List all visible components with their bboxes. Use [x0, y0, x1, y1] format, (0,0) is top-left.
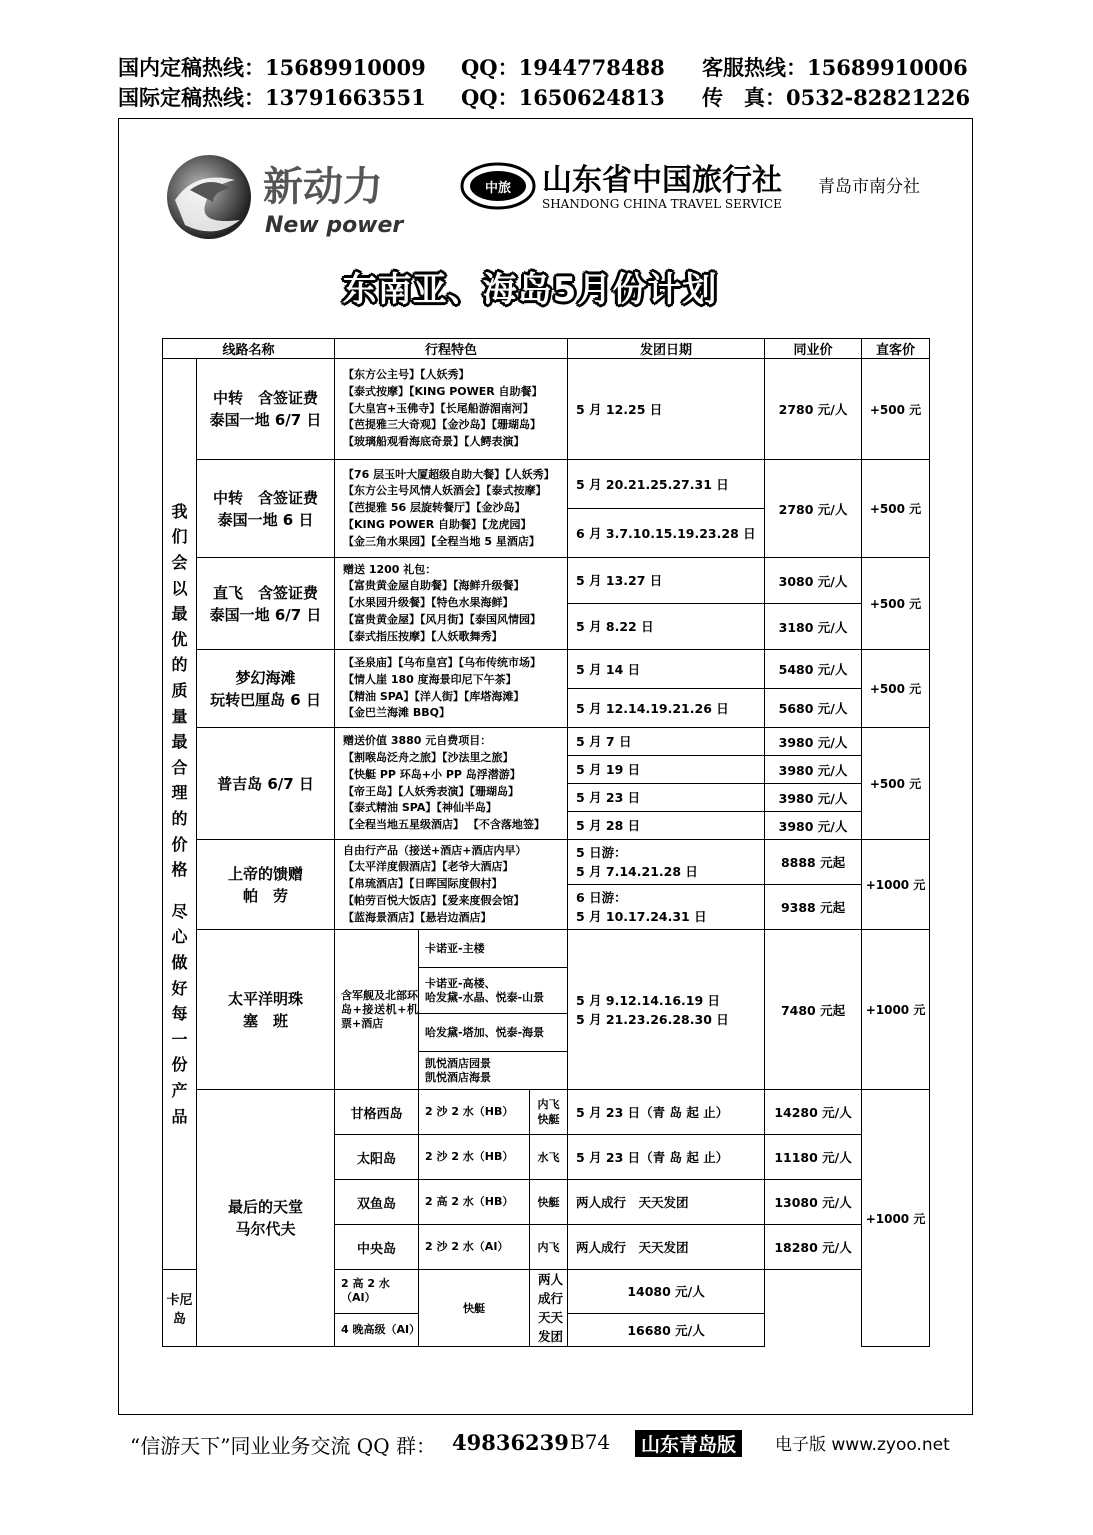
agency-en: SHANDONG CHINA TRAVEL SERVICE: [542, 197, 782, 211]
trade-price: 14280 元/人: [765, 1090, 862, 1135]
route-date: 5 月 28 日: [568, 812, 765, 840]
route-name: 太平洋明珠 塞 班: [197, 930, 335, 1090]
route-name: 直飞 含签证费 泰国一地 6/7 日: [197, 558, 335, 650]
island-name: 甘格西岛: [335, 1090, 419, 1135]
qq-1: QQ：1944778488: [461, 55, 665, 80]
service-hotline: 客服热线：15689910006: [702, 55, 968, 80]
route-date: 5 日游： 5 月 7.14.21.28 日: [568, 840, 765, 885]
trade-price: 5680 元/人: [765, 689, 862, 728]
header-direct-price: 直客价: [862, 339, 930, 359]
route-name: 普吉岛 6/7 日: [197, 728, 335, 840]
header-features: 行程特色: [335, 339, 568, 359]
route-date: 两人成行 天天发团: [568, 1225, 765, 1270]
footer-edition: 山东青岛版: [635, 1430, 742, 1457]
agency-badge: 中旅: [484, 181, 512, 196]
route-date: 5 月 23 日（青 岛 起 止）: [568, 1135, 765, 1180]
table-row: [163, 359, 930, 460]
route-date: 两人成行 天天发团: [530, 1270, 568, 1347]
table-row: [163, 728, 930, 756]
table-row: [163, 650, 930, 689]
route-name: 中转 含签证费 泰国一地 6 日: [197, 460, 335, 558]
direct-price: +500 元: [862, 650, 930, 728]
header-route: 线路名称: [163, 339, 335, 359]
route-date: 5 月 20.21.25.27.31 日: [568, 460, 765, 509]
room-type: 4 晚高级（AI）: [335, 1313, 419, 1346]
route-date: 两人成行 天天发团: [568, 1180, 765, 1225]
footer-qq: 49836239: [452, 1430, 569, 1455]
header-trade-price: 同业价: [765, 339, 862, 359]
trade-price: 3980 元/人: [765, 728, 862, 756]
table-header: [163, 339, 930, 359]
transfer-type: 水飞: [530, 1135, 568, 1180]
domestic-hotline: 国内定稿热线：15689910009: [118, 55, 426, 80]
route-features: 【东方公主号】【人妖秀】 【泰式按摩】【KING POWER 自助餐】 【大皇宫+玉佛寺】【长尾船游湄南河】 【芭提雅三大奇观】【金沙岛】【珊瑚岛】 【玻璃船观看海底奇景】【人鳄表演】: [335, 359, 568, 460]
table-row: [163, 1090, 930, 1135]
footer-page: B74: [570, 1430, 611, 1454]
room-type: 2 高 2 水（AI）: [335, 1270, 419, 1314]
table-row: [163, 840, 930, 885]
route-date: 6 日游： 5 月 10.17.24.31 日: [568, 885, 765, 930]
fax: 传 真：0532-82821226: [702, 85, 971, 110]
table-row: [163, 930, 930, 968]
slogan-column: [163, 359, 197, 1270]
direct-price: +1000 元: [862, 1090, 930, 1347]
direct-price: +500 元: [862, 558, 930, 650]
island-name: 卡尼岛: [163, 1270, 197, 1347]
direct-price: +1000 元: [862, 930, 930, 1090]
route-date: 5 月 7 日: [568, 728, 765, 756]
hotel-option: 凯悦酒店园景 凯悦酒店海景: [419, 1052, 568, 1090]
table-row: [163, 558, 930, 604]
trade-price: 2780 元/人: [765, 359, 862, 460]
page-title: 东南亚、海岛5月份计划: [342, 270, 718, 310]
route-date: 5 月 9.12.14.16.19 日 5 月 21.23.26.28.30 日: [568, 930, 765, 1090]
route-features: 赠送 1200 礼包： 【富贵黄金屋自助餐】【海鲜升级餐】 【水果园升级餐】【特色水果海鲜】 【富贵黄金屋】【风月街】【泰国风情园】 【泰式指压按摩】【人妖歌舞秀】: [335, 558, 568, 650]
transfer-type: 快艇: [419, 1270, 530, 1347]
route-date: 5 月 13.27 日: [568, 558, 765, 604]
route-date: 5 月 23 日（青 岛 起 止）: [568, 1090, 765, 1135]
trade-price: 3180 元/人: [765, 604, 862, 650]
route-date: 5 月 19 日: [568, 756, 765, 784]
trade-price: 7480 元起: [765, 930, 862, 1090]
trade-price: 3980 元/人: [765, 756, 862, 784]
island-name: 中央岛: [335, 1225, 419, 1270]
footer-site: 电子版 www.zyoo.net: [775, 1435, 950, 1455]
route-date: 5 月 14 日: [568, 650, 765, 689]
transfer-type: 内飞: [530, 1225, 568, 1270]
room-type: 2 沙 2 水（HB）: [419, 1135, 530, 1180]
hotel-option: 卡诺亚-高楼、 哈发黛-水晶、悦泰-山景: [419, 968, 568, 1014]
trade-price: 13080 元/人: [765, 1180, 862, 1225]
route-name: 梦幻海滩 玩转巴厘岛 6 日: [197, 650, 335, 728]
trade-price: 18280 元/人: [765, 1225, 862, 1270]
brand-cn: 新动力: [263, 164, 383, 210]
direct-price: +1000 元: [862, 840, 930, 930]
trade-price: 5480 元/人: [765, 650, 862, 689]
transfer-type: 内飞 快艇: [530, 1090, 568, 1135]
trade-price: 16680 元/人: [568, 1313, 765, 1346]
direct-price: +500 元: [862, 728, 930, 840]
slogan-a: 我 们 会 以 最 优 的 质 量 最 合 理 的 价 格: [171, 501, 188, 880]
trade-price: 14080 元/人: [568, 1270, 765, 1314]
agency-branch: 青岛市南分社: [818, 177, 920, 197]
table-row: [163, 460, 930, 509]
room-type: 2 高 2 水（HB）: [419, 1180, 530, 1225]
route-date: 5 月 12.14.19.21.26 日: [568, 689, 765, 728]
trade-price: 2780 元/人: [765, 460, 862, 558]
agency-cn: 山东省中国旅行社: [542, 163, 782, 198]
route-date: 5 月 23 日: [568, 784, 765, 812]
route-date: 6 月 3.7.10.15.19.23.28 日: [568, 509, 765, 558]
route-name: 上帝的馈赠 帕 劳: [197, 840, 335, 930]
qq-2: QQ：1650624813: [461, 85, 665, 110]
trade-price: 8888 元起: [765, 840, 862, 885]
room-type: 2 沙 2 水（AI）: [419, 1225, 530, 1270]
route-name: 最后的天堂 马尔代夫: [197, 1090, 335, 1347]
plan-table: [162, 338, 930, 1347]
island-name: 双鱼岛: [335, 1180, 419, 1225]
trade-price: 3980 元/人: [765, 784, 862, 812]
room-type: 2 沙 2 水（HB）: [419, 1090, 530, 1135]
new-power-logo: [165, 150, 435, 245]
hotel-option: 卡诺亚-主楼: [419, 930, 568, 968]
route-features: 赠送价值 3880 元自费项目： 【割喉岛泛舟之旅】【沙法里之旅】 【快艇 PP 环岛+小 PP 岛浮潜游】 【帝王岛】【人妖秀表演】【珊瑚岛】 【泰式精油 SPA】【神仙半岛】 【全程当地五星级酒店】 【不含落地签】: [335, 728, 568, 840]
transfer-type: 快艇: [530, 1180, 568, 1225]
direct-price: +500 元: [862, 460, 930, 558]
route-features: 【圣泉庙】【乌布皇宫】【乌布传统市场】 【情人崖 180 度海景印尼下午茶】 【精油 SPA】【洋人街】【库塔海滩】 【金巴兰海滩 BBQ】: [335, 650, 568, 728]
direct-price: +500 元: [862, 359, 930, 460]
route-name: 中转 含签证费 泰国一地 6/7 日: [197, 359, 335, 460]
header-dates: 发团日期: [568, 339, 765, 359]
route-features: 【76 层玉叶大厦超级自助大餐】【人妖秀】 【东方公主号风情人妖酒会】【泰式按摩】 【芭提雅 56 层旋转餐厅】【金沙岛】 【KING POWER 自助餐】【龙虎园】 【金三角水果园】【全程当地 5 星酒店】: [335, 460, 568, 558]
hotel-option: 哈发黛-塔加、悦泰-海景: [419, 1014, 568, 1052]
route-features: 含军舰及北部环岛+接送机+机票+酒店: [335, 930, 419, 1090]
brand-en: New power: [265, 213, 404, 238]
intl-hotline: 国际定稿热线：13791663551: [118, 85, 426, 110]
route-date: 5 月 8.22 日: [568, 604, 765, 650]
route-features: 自由行产品（接送+酒店+酒店内早） 【太平洋度假酒店】【老爷大酒店】 【帛琉酒店】【日晖国际度假村】 【帕劳百悦大饭店】【爱来度假会馆】 【蓝海景酒店】【悬岩边酒店】: [335, 840, 568, 930]
slogan-b: 尽 心 做 好 每 一 份 产 品: [171, 901, 188, 1126]
trade-price: 11180 元/人: [765, 1135, 862, 1180]
trade-price: 3080 元/人: [765, 558, 862, 604]
island-name: 太阳岛: [335, 1135, 419, 1180]
trade-price: 9388 元起: [765, 885, 862, 930]
footer-text: “信游天下”同业业务交流 QQ 群：: [130, 1434, 436, 1458]
trade-price: 3980 元/人: [765, 812, 862, 840]
cts-logo: [460, 158, 940, 218]
route-date: 5 月 12.25 日: [568, 359, 765, 460]
